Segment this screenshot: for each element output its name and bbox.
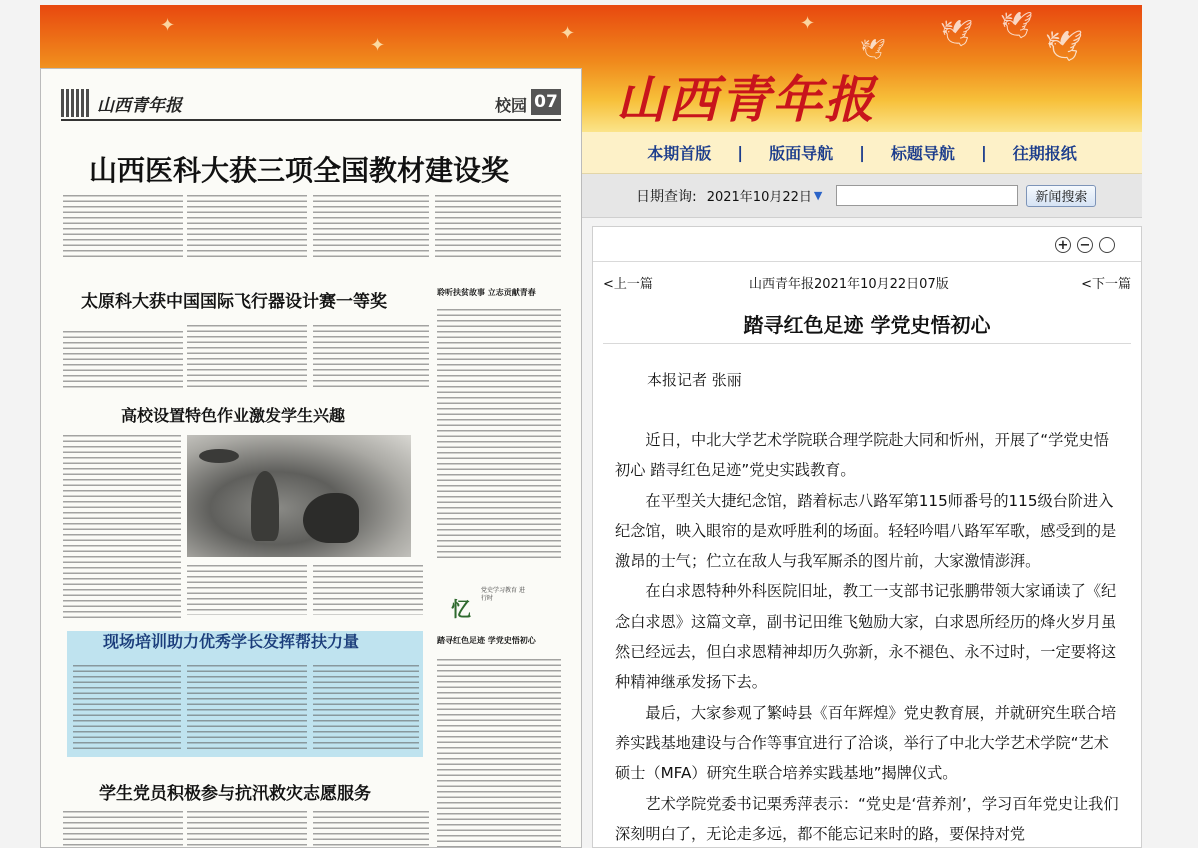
paper-text-column bbox=[187, 195, 307, 259]
paper-text-column bbox=[313, 665, 419, 751]
article-paragraph: 最后，大家参观了繁峙县《百年辉煌》党史教育展，并就研究生联合培养实践基地建设与合作等事宜进行了洽谈，举行了中北大学艺术学院“艺术硕士（MFA）研究生联合培养实践基地”揭牌仪式。 bbox=[615, 703, 1117, 783]
paper-text-column bbox=[73, 665, 181, 751]
news-search-button[interactable]: 新闻搜索 bbox=[1026, 185, 1096, 207]
paper-text-column bbox=[63, 811, 183, 848]
paper-headline[interactable]: 高校设置特色作业激发学生兴趣 bbox=[121, 406, 346, 425]
paper-headline[interactable]: 聆听扶贫故事 立志贡献青春 bbox=[437, 288, 536, 297]
paper-text-column bbox=[313, 811, 429, 848]
paper-text-column bbox=[187, 811, 307, 848]
paper-section: 校园 bbox=[494, 96, 527, 115]
reset-circle-icon[interactable] bbox=[1099, 237, 1115, 253]
dove-icon: 🕊 bbox=[860, 37, 886, 61]
paper-logo: 山西青年报 bbox=[97, 96, 182, 116]
article-paragraph: 在平型关大捷纪念馆，踏着标志八路军第115师番号的115级台阶进入纪念馆，映入眼帘的是欢呼胜利的场面。轻轻吟唱八路军军歌，感受到的是激昂的士气；伫立在敌人与我军厮杀的图片前，大家激情澎湃。 bbox=[615, 491, 1117, 571]
site-logo[interactable]: 山西青年报 bbox=[616, 70, 876, 129]
paper-text-column bbox=[313, 325, 429, 389]
nav-separator: | bbox=[859, 143, 865, 162]
paper-headline[interactable]: 学生党员积极参与抗汛救灾志愿服务 bbox=[99, 784, 371, 804]
party-history-emblem bbox=[451, 579, 525, 635]
nav-past-issues[interactable]: 往期报纸 bbox=[1012, 144, 1077, 163]
nav-page-navigation[interactable]: 版面导航 bbox=[769, 144, 834, 163]
paper-page-number: 07 bbox=[531, 89, 561, 115]
next-article-link[interactable]: <下一篇 bbox=[1081, 277, 1131, 292]
masthead-banner: ✦ ✦ ✦ ✦ 🕊 🕊 🕊 🕊 bbox=[40, 5, 1142, 132]
paper-photo bbox=[187, 435, 411, 557]
main-nav bbox=[582, 132, 1142, 174]
nav-current-front-page[interactable]: 本期首版 bbox=[647, 144, 712, 163]
zoom-controls bbox=[1055, 237, 1115, 253]
nav-separator: | bbox=[737, 143, 744, 162]
dropdown-caret-icon[interactable]: ▼ bbox=[813, 189, 823, 202]
paper-headline[interactable]: 现场培训助力优秀学长发挥帮扶力量 bbox=[103, 632, 360, 651]
nav-separator: | bbox=[980, 143, 987, 162]
date-query-label: 日期查询: bbox=[636, 188, 697, 205]
paper-text-column bbox=[63, 435, 181, 621]
dove-icon: 🕊 bbox=[1045, 29, 1084, 64]
date-select[interactable]: 2021年10月22日 bbox=[706, 190, 812, 205]
paper-text-column bbox=[187, 325, 307, 389]
article-title: 踏寻红色足迹 学党史悟初心 bbox=[743, 313, 991, 337]
paper-text-column bbox=[313, 195, 429, 259]
edition-label: 山西青年报2021年10月22日07版 bbox=[749, 277, 949, 292]
paper-text-column bbox=[313, 565, 423, 615]
article-body bbox=[615, 425, 1123, 848]
dove-icon: 🕊 bbox=[1000, 11, 1034, 41]
emblem-glyph: 忆 bbox=[451, 597, 471, 621]
paper-text-column bbox=[437, 309, 561, 561]
previous-article-link[interactable]: <上一篇 bbox=[603, 277, 653, 292]
emblem-text: 党史学习教育 进行时 bbox=[481, 587, 525, 602]
paper-headline[interactable]: 山西医科大获三项全国教材建设奖 bbox=[89, 154, 510, 187]
zoom-in-icon[interactable]: + bbox=[1055, 237, 1071, 253]
newspaper-page-image[interactable] bbox=[40, 68, 582, 848]
zoom-out-icon[interactable]: − bbox=[1077, 237, 1093, 253]
paper-page-header bbox=[61, 89, 561, 121]
date-search-bar bbox=[582, 174, 1142, 218]
paper-text-column bbox=[63, 331, 183, 389]
paper-text-column bbox=[187, 565, 307, 615]
paper-text-column bbox=[435, 195, 561, 259]
article-paragraph: 在白求恩特种外科医院旧址，教工一支部书记张鹏带领大家诵读了《纪念白求恩》这篇文章，副书记田维飞勉励大家，白求恩所经历的烽火岁月虽然已经远去，但白求恩精神却历久弥新，永不褪色、永不过时，一定要将这种精神继承发扬下去。 bbox=[615, 582, 1117, 692]
divider bbox=[593, 261, 1141, 262]
dove-icon: 🕊 bbox=[940, 19, 974, 49]
paper-headline[interactable]: 太原科大获中国国际飞行器设计赛一等奖 bbox=[81, 292, 387, 312]
article-paragraph: 近日，中北大学艺术学院联合理学院赴大同和忻州，开展了“学党史悟初心 踏寻红色足迹”党史实践教育。 bbox=[615, 431, 1109, 480]
article-paragraph: 艺术学院党委书记栗秀萍表示：“党史是‘营养剂’，学习百年党史让我们深刻明白了，无论走多远，都不能忘记来时的路，要保持对党 bbox=[615, 794, 1119, 843]
paper-text-column bbox=[437, 659, 561, 848]
qr-code-icon bbox=[61, 89, 89, 117]
nav-title-navigation[interactable]: 标题导航 bbox=[890, 144, 955, 163]
paper-text-column bbox=[63, 195, 183, 259]
paper-text-column bbox=[187, 665, 307, 751]
paper-headline[interactable]: 踏寻红色足迹 学党史悟初心 bbox=[437, 636, 536, 645]
article-byline: 本报记者 张丽 bbox=[647, 371, 742, 389]
news-search-input[interactable] bbox=[836, 185, 1018, 206]
article-panel bbox=[592, 226, 1142, 848]
divider bbox=[603, 343, 1131, 344]
